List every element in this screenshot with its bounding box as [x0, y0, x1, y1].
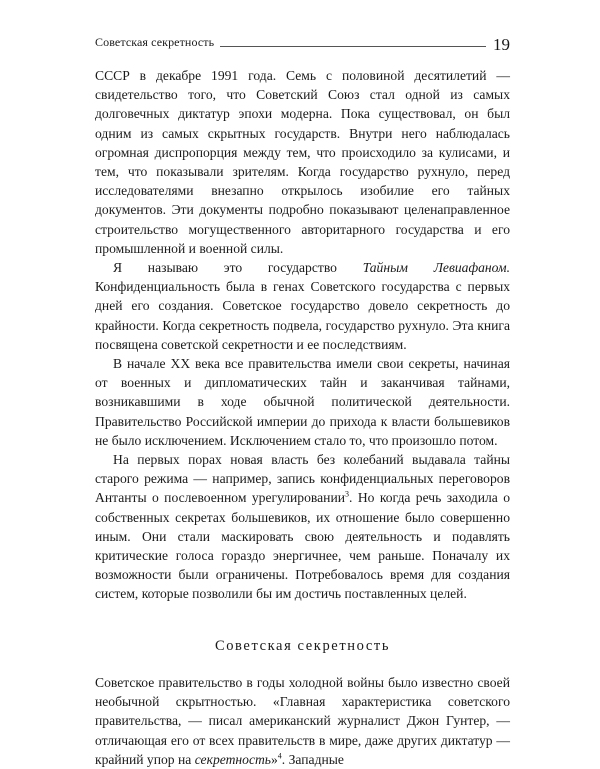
paragraph-5-italic: секретность: [194, 751, 271, 767]
paragraph-2-end: Конфиденциальность была в генах Советского государства с первых дней его создания. Советское государство довело секретность до крайности. Когда секретность подвела, государство рухнуло. Эта книга посвящена советской секретности и ее последствиям.: [95, 279, 510, 352]
running-head-rule: [220, 46, 486, 47]
paragraph-2: [95, 258, 510, 354]
footnote-ref-3: 3: [345, 489, 350, 499]
paragraph-3: В начале XX века все правительства имели свои секреты, начиная от военных и дипломатических тайн и заканчивая тайнами, возникавшими в ходе обычной политической деятельности. Правительство Российской империи до прихода к власти большевиков не было исключением. Исключением стало то, что произошло потом.: [95, 356, 510, 448]
page-number: 19: [493, 35, 510, 54]
paragraph-1: СССР в декабре 1991 года. Семь с половиной десятилетий — свидетельство того, что Советский Союз стал одной из самых долговечных диктатур эпохи модерна. Пока существовал, он был одним из самых скрытных государств. Внутри него наблюдалась огромная диспропорция между тем, что происходило за кулисами, и тем, что показывали зрителям. Когда государство рухнуло, перед исследователями внезапно открылось изобилие его тайных документов. Эти документы подробно показывают целенаправленное строительство могущественного авторитарного государства и его промышленной и военной силы.: [95, 68, 510, 256]
paragraph-5-end: . Западные: [281, 751, 344, 767]
running-head: [95, 33, 510, 53]
paragraph-4-start: На первых порах новая власть без колебаний выдавала тайны старого режима — например, запись конфиденциальных переговоров Антанты о послевоенном урегулировании: [95, 452, 510, 506]
running-head-title: Советская секретность: [95, 35, 215, 49]
body-text: [95, 66, 510, 769]
paragraph-4-end: . Но когда речь заходила о собственных секретах большевиков, их отношение было совершенно иным. Они стали маскировать свою деятельность и подавлять критические голоса гораздо энергичнее, чем раньше. Поначалу их возможности были ограничены. Потребовалось время для создания систем, которые позволили бы им достичь поставленных целей.: [95, 490, 511, 602]
paragraph-2-start: Я называю это государство: [113, 260, 363, 276]
paragraph-4: [95, 450, 510, 604]
paragraph-5-start: Советское правительство в годы холодной войны было известно своей необычной скрытностью. «Главная характеристика советского правительства, — писал американский журналист Джон Гунтер, — отличающая его от всех правительств в мире, даже других диктатур — крайний упор на: [95, 674, 510, 767]
paragraph-5-quote-end: »: [271, 751, 278, 767]
section-heading: Советская секретность: [214, 637, 391, 654]
paragraph-2-italic: Тайным Левиафаном.: [362, 260, 510, 276]
paragraph-5: [95, 673, 510, 769]
footnote-ref-4: 4: [277, 751, 282, 761]
